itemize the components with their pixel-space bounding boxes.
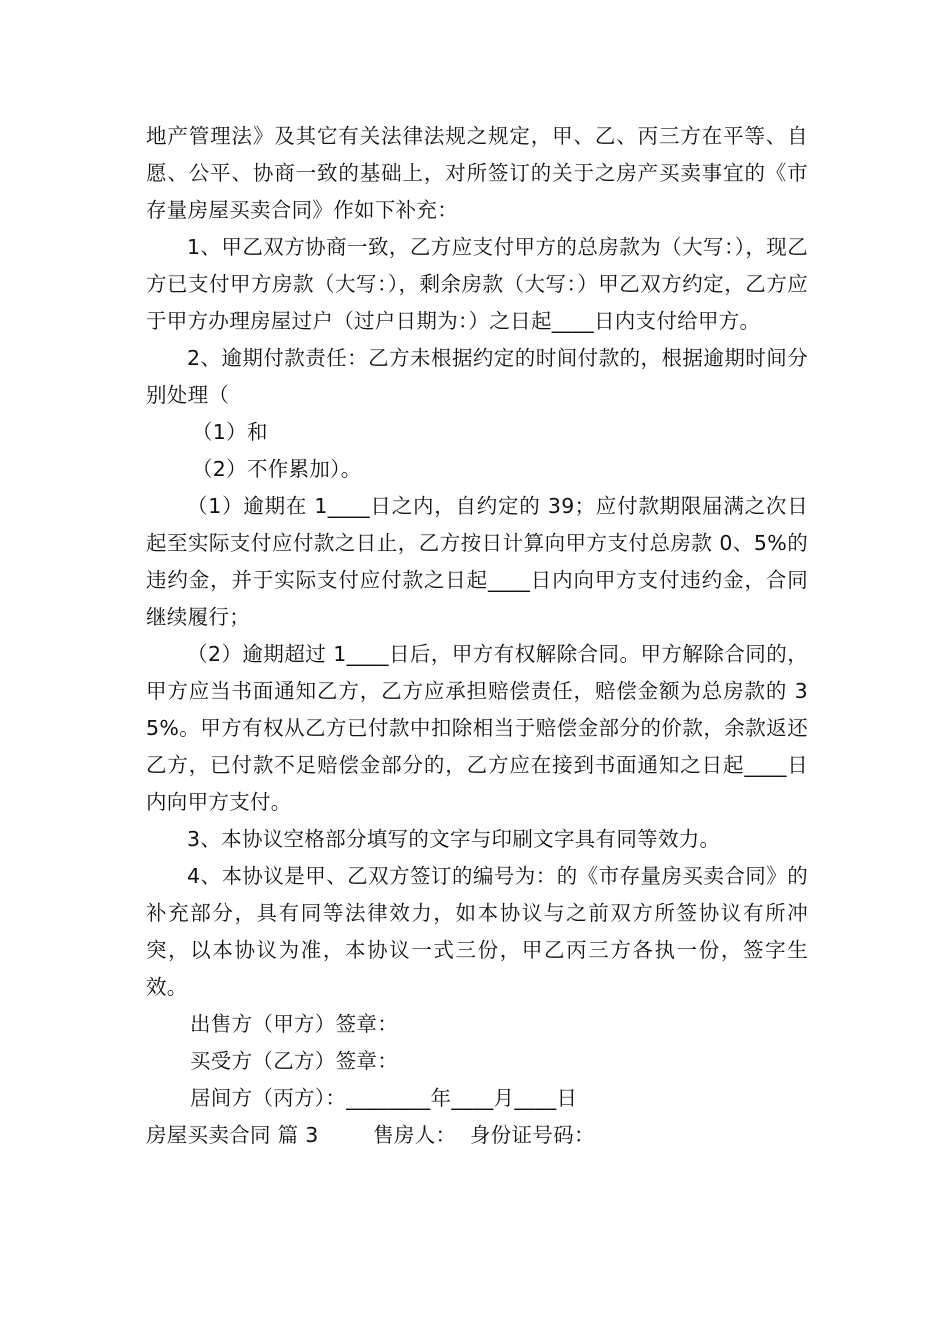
paragraph-clause-2-note-2: （2）不作累加）。 (192, 457, 362, 481)
buyer-signature-line: 买受方（乙方）签章： (190, 1049, 398, 1073)
contract-body (146, 118, 808, 1154)
paragraph-clause-2-note-1: （1）和 (192, 420, 268, 444)
paragraph-clause-1: 1、甲乙双方协商一致，乙方应支付甲方的总房款为（大写：），现乙方已支付甲方房款（大写：），剩余房款（大写：）甲乙双方约定，乙方应于甲方办理房屋过户（过户日期为：）之日起____日内支付给甲方。 (146, 235, 808, 333)
paragraph-clause-2: 2、逾期付款责任：乙方未根据约定的时间付款的，根据逾期时间分别处理（ (146, 346, 808, 407)
paragraph-clause-3: 3、本协议空格部分填写的文字与印刷文字具有同等效力。 (187, 827, 721, 851)
paragraph-clause-4: 4、本协议是甲、乙双方签订的编号为：的《市存量房买卖合同》的补充部分，具有同等法律效力，如本协议与之前双方所签协议有所冲突，以本协议为准，本协议一式三份，甲乙丙三方各执一份，签字生效。 (146, 864, 808, 999)
paragraph-clause-2-sub-1: （1）逾期在 1____日之内，自约定的 39；应付款期限届满之次日起至实际支付应付款之日止，乙方按日计算向甲方支付总房款 0、5%的违约金，并于实际支付应付款之日起____日内向甲方支付违约金，合同继续履行； (146, 494, 808, 629)
paragraph-intro: 地产管理法》及其它有关法律法规之规定，甲、乙、丙三方在平等、自愿、公平、协商一致的基础上，对所签订的关于之房产买卖事宜的《市存量房屋买卖合同》作如下补充： (146, 124, 808, 222)
next-contract-heading: 房屋买卖合同 篇 3 售房人： 身份证号码： (146, 1123, 595, 1147)
seller-signature-line: 出售方（甲方）签章： (190, 1012, 398, 1036)
paragraph-clause-2-sub-2: （2）逾期超过 1____日后，甲方有权解除合同。甲方解除合同的，甲方应当书面通知乙方，乙方应承担赔偿责任，赔偿金额为总房款的 35%。甲方有权从乙方已付款中扣除相当于赔偿金部分的价款，余款返还乙方，已付款不足赔偿金部分的，乙方应在接到书面通知之日起____日内向甲方支付。 (146, 642, 808, 814)
agent-signature-date-line: 居间方（丙方）：________年____月____日 (190, 1086, 578, 1110)
